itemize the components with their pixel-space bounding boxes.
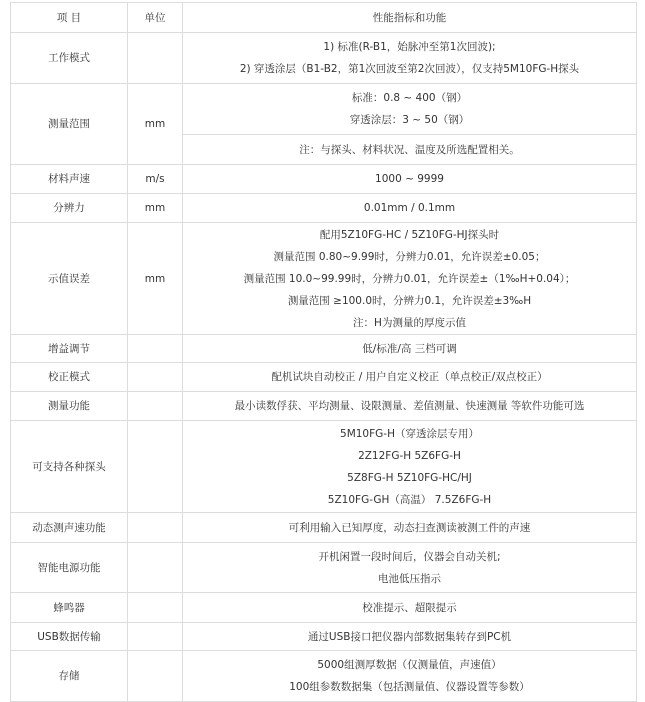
row-unit <box>128 363 183 392</box>
row-unit <box>128 593 183 623</box>
row-label: 工作模式 <box>11 33 128 84</box>
value-line: 配用5Z10FG-HC / 5Z10FG-HJ探头时 <box>319 228 500 241</box>
row-unit <box>128 651 183 702</box>
row-label: 测量范围 <box>11 84 128 165</box>
row-label: 动态测声速功能 <box>11 513 128 543</box>
row-value: 校准提示、超限提示 <box>183 593 637 623</box>
row-value <box>183 33 637 84</box>
row-value: 最小读数俘获、平均测量、设限测量、差值测量、快速测量 等软件功能可选 <box>183 392 637 421</box>
value-line: 电池低压指示 <box>378 572 441 585</box>
row-unit: mm <box>128 194 183 223</box>
row-label: 存储 <box>11 651 128 702</box>
row-value <box>183 421 637 513</box>
header-unit: 单位 <box>128 3 183 33</box>
row-value: 配机试块自动校正 / 用户自定义校正（单点校正/双点校正） <box>183 363 637 392</box>
row-value: 1000 ~ 9999 <box>183 165 637 194</box>
value-line: 100组参数数据集（包括测量值、仪器设置等参数） <box>289 681 530 693</box>
row-label: 增益调节 <box>11 335 128 363</box>
table-row <box>11 84 637 135</box>
value-line: 5Z10FG-GH（高温） 7.5Z6FG-H <box>327 493 492 506</box>
row-unit <box>128 623 183 651</box>
row-value: 0.01mm / 0.1mm <box>183 194 637 223</box>
table-row <box>11 165 637 194</box>
value-line: 标准：0.8 ~ 400（钢） <box>351 92 468 104</box>
row-value <box>183 543 637 593</box>
row-value: 可利用输入已知厚度，动态扫查测读被测工件的声速 <box>183 513 637 543</box>
row-value: 低/标准/高 三档可调 <box>183 335 637 363</box>
row-unit <box>128 335 183 363</box>
table-row <box>11 194 637 223</box>
header-item: 项 目 <box>11 3 128 33</box>
value-line: 测量范围 ≥100.0时，分辨力0.1，允许误差±3‰H <box>287 294 532 307</box>
row-label: 智能电源功能 <box>11 543 128 593</box>
table-row <box>11 33 637 84</box>
row-label: 可支持各种探头 <box>11 421 128 513</box>
value-line: 测量范围 10.0~99.99时，分辨力0.01，允许误差±（1‰H+0.04）； <box>243 272 576 285</box>
row-label: 示值误差 <box>11 223 128 335</box>
row-value <box>183 84 637 135</box>
value-line: 5000组测厚数据（仅测量值，声速值） <box>317 659 502 671</box>
row-unit <box>128 543 183 593</box>
row-unit: mm <box>128 84 183 165</box>
row-unit <box>128 513 183 543</box>
header-spec: 性能指标和功能 <box>183 3 637 33</box>
value-line: 开机闲置一段时间后，仪器会自动关机; <box>318 550 501 563</box>
row-label: 测量功能 <box>11 392 128 421</box>
table-row <box>11 513 637 543</box>
table-row <box>11 335 637 363</box>
table-row <box>11 392 637 421</box>
value-line: 注：H为测量的厚度示值 <box>353 316 466 329</box>
row-note: 注：与探头、材料状况、温度及所选配置相关。 <box>183 135 637 165</box>
value-line: 5M10FG-H（穿透涂层专用） <box>340 427 479 440</box>
row-label: 分辨力 <box>11 194 128 223</box>
row-unit: mm <box>128 223 183 335</box>
table-row <box>11 651 637 702</box>
table-row <box>11 593 637 623</box>
table-row <box>11 363 637 392</box>
row-unit <box>128 33 183 84</box>
row-value: 通过USB接口把仪器内部数据集转存到PC机 <box>183 623 637 651</box>
row-unit <box>128 421 183 513</box>
table-row <box>11 223 637 335</box>
value-line: 5Z8FG-H 5Z10FG-HC/HJ <box>347 471 472 484</box>
row-label: USB数据传输 <box>11 623 128 651</box>
table-row <box>11 421 637 513</box>
value-line: 穿透涂层：3 ~ 50（钢） <box>349 114 470 126</box>
row-value <box>183 223 637 335</box>
value-line: 1) 标准(R-B1，始脉冲至第1次回波); <box>323 41 496 53</box>
row-unit: m/s <box>128 165 183 194</box>
table-header-row <box>11 3 637 33</box>
table-row <box>11 623 637 651</box>
row-label: 蜂鸣器 <box>11 593 128 623</box>
value-line: 2Z12FG-H 5Z6FG-H <box>358 449 461 462</box>
row-label: 材料声速 <box>11 165 128 194</box>
table-row <box>11 543 637 593</box>
row-unit <box>128 392 183 421</box>
row-value <box>183 651 637 702</box>
value-line: 测量范围 0.80~9.99时，分辨力0.01，允许误差±0.05； <box>273 250 546 263</box>
spec-table <box>10 2 637 702</box>
value-line: 2) 穿透涂层（B1-B2，第1次回波至第2次回波），仅支持5M10FG-H探头 <box>239 63 580 75</box>
row-label: 校正模式 <box>11 363 128 392</box>
